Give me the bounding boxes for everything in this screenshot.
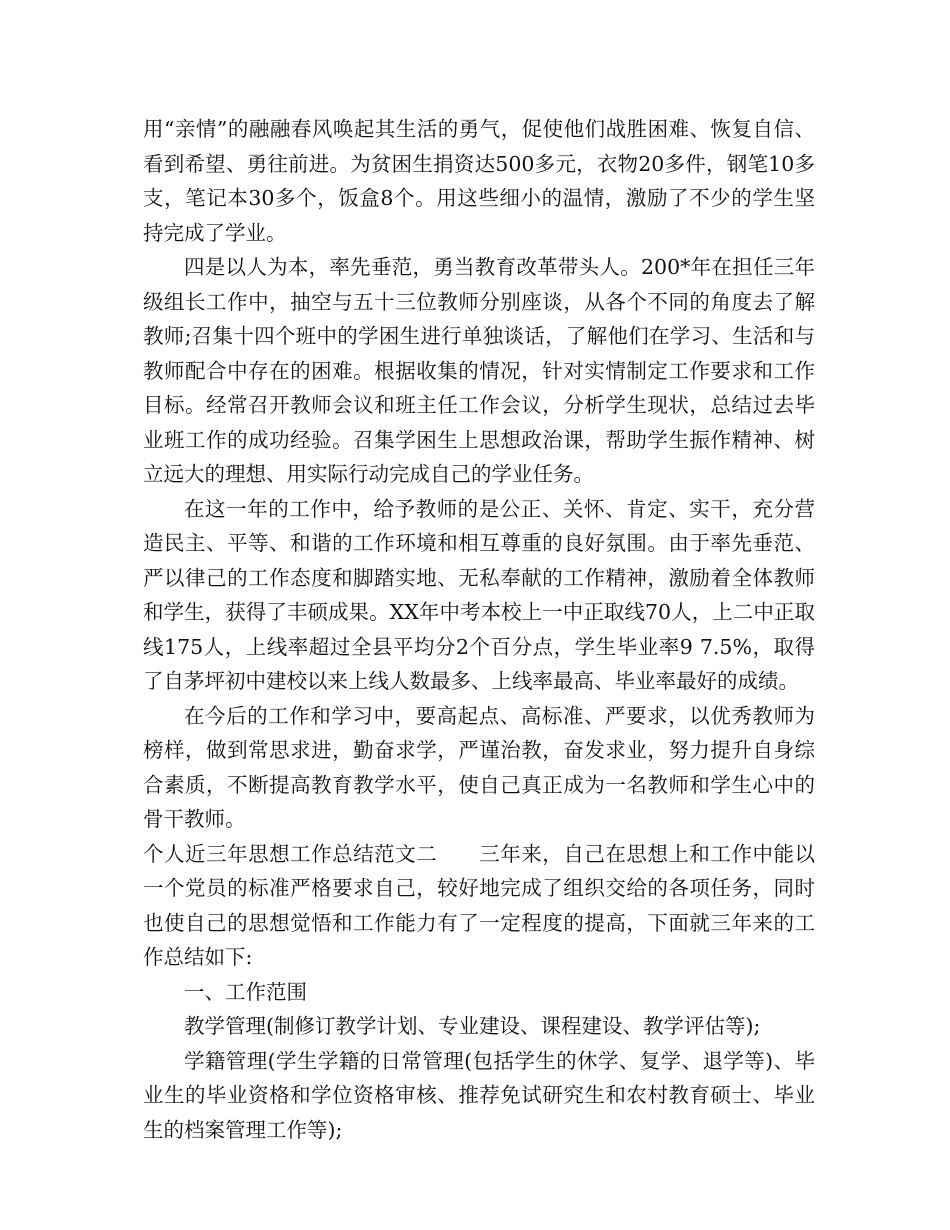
paragraph-5-section-title: 个人近三年思想工作总结范文二 三年来，自己在思想上和工作中能以一个党员的标准严格要求自己，较好地完成了组织交给的各项任务，同时也使自己的思想觉悟和工作能力有了一定程度的提高，下面就三年来的工作总结如下: xyxy=(143,841,815,969)
paragraph-8: 学籍管理(学生学籍的日常管理(包括学生的休学、复学、退学等)、毕业生的毕业资格和学位资格审核、推荐免试研究生和农村教育硕士、毕业生的档案管理工作等); xyxy=(143,1048,815,1142)
paragraph-2: 四是以人为本，率先垂范，勇当教育改革带头人。200*年在担任三年级组长工作中，抽空与五十三位教师分别座谈，从各个不同的角度去了解教师;召集十四个班中的学困生进行单独谈话，了解他们在学习、生活和与教师配合中存在的困难。根据收集的情况，针对实情制定工作要求和工作目标。经常召开教师会议和班主任工作会议，分析学生现状，总结过去毕业班工作的成功经验。召集学困生上思想政治课，帮助学生振作精神、树立远大的理想、用实际行动完成自己的学业任务。 xyxy=(143,255,815,486)
paragraph-4: 在今后的工作和学习中，要高起点、高标准、严要求，以优秀教师为榜样，做到常思求进，勤奋求学，严谨治教，奋发求业，努力提升自身综合素质，不断提高教育教学水平，使自己真正成为一名教师和学生心中的骨干教师。 xyxy=(143,703,815,831)
paragraph-3: 在这一年的工作中，给予教师的是公正、关怀、肯定、实干，充分营造民主、平等、和谐的工作环境和相互尊重的良好氛围。由于率先垂范、严以律己的工作态度和脚踏实地、无私奉献的工作精神，激励着全体教师和学生，获得了丰硕成果。XX年中考本校上一中正取线70人，上二中正取线175人，上线率超过全县平均分2个百分点，学生毕业率9 7.5%，取得了自茅坪初中建校以来上线人数最多、上线率最高、毕业率最好的成绩。 xyxy=(143,496,815,693)
paragraph-1: 用“亲情”的融融春风唤起其生活的勇气，促使他们战胜困难、恢复自信、看到希望、勇往前进。为贫困生捐资达500多元，衣物20多件，钢笔10多支，笔记本30多个，饭盒8个。用这些细小的温情，激励了不少的学生坚持完成了学业。 xyxy=(143,117,815,245)
paragraph-6-heading: 一、工作范围 xyxy=(184,979,307,1004)
paragraph-7: 教学管理(制修订教学计划、专业建设、课程建设、教学评估等); xyxy=(184,1014,761,1038)
document-body xyxy=(143,112,815,1147)
